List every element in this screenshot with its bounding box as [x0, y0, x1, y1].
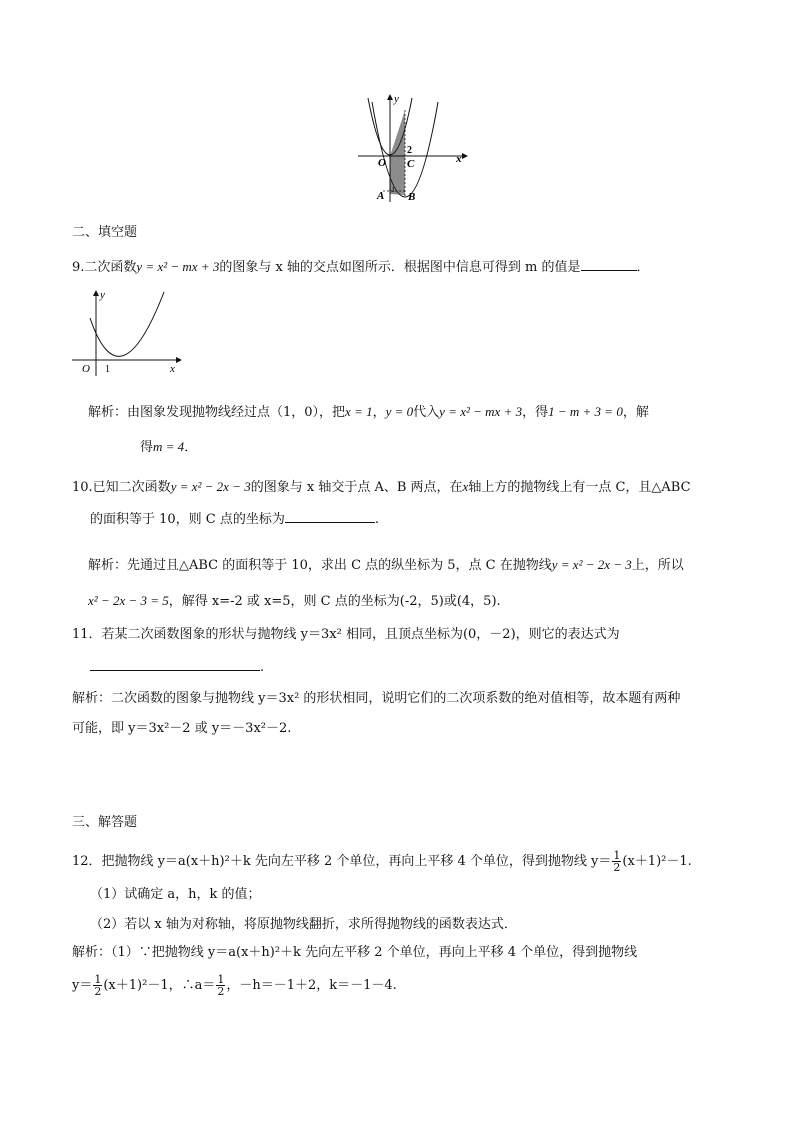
fig1-label-A: A — [377, 190, 385, 202]
q9-suffix: 的图象与 x 轴的交点如图所示．根据图中信息可得到 m 的值是 — [219, 260, 581, 275]
q12-sol-y: y＝ — [72, 978, 93, 993]
q12-fraction — [612, 850, 621, 873]
q12-text: 12．把抛物线 y＝a(x＋h)²＋k 先向左平移 2 个单位，再向上平移 4 个单位，得到抛物线 y＝ — [72, 854, 612, 869]
section-2-title: 二、填空题 — [72, 225, 138, 240]
question-11 — [72, 626, 620, 644]
q9-solution-line-2 — [140, 438, 197, 457]
q12-solution-line-2 — [72, 974, 397, 997]
q10-prefix: 10.已知二次函数 — [72, 480, 171, 495]
q9-x-arrow-icon — [176, 357, 182, 363]
q12-part-1: （1）试确定 a，h，k 的值； — [90, 887, 261, 902]
x-arrow-icon — [462, 153, 468, 159]
question-10-line-1 — [72, 478, 691, 497]
q9-sol-text-c: ， — [372, 405, 386, 420]
q9-formula: y = x² − mx + 3 — [136, 259, 220, 274]
q9-sol-y0: y = 0 — [385, 404, 414, 419]
q10-solution-line-2 — [88, 592, 501, 611]
q9-answer-blank[interactable] — [581, 258, 637, 271]
y-arrow-icon — [387, 94, 393, 100]
q9-sol-text-a: 解析：由图象发现抛物线经过点（1，0），把 — [88, 405, 346, 420]
q9-sol-x1: x = 1 — [345, 404, 373, 419]
q9-parabola — [90, 292, 164, 356]
q12-part-2: （2）若以 x 轴为对称轴，将原抛物线翻折，求所得抛物线的函数表达式． — [90, 917, 517, 932]
q9-y-label: y — [100, 289, 105, 301]
q12-sol-frac2-den: 2 — [217, 985, 225, 998]
q12-sol-frac2-num: 1 — [217, 973, 225, 986]
q9-sol-formula: y = x² − mx + 3 — [439, 404, 523, 419]
q12-sol-end: ，－h＝－1＋2，k＝－1－4. — [226, 978, 397, 993]
q9-x-label: x — [170, 363, 175, 375]
q10-sol-end: 上，所以 — [631, 558, 684, 573]
q10-solution-line-1 — [88, 556, 684, 575]
q9-sol-text-de: 得 — [140, 440, 154, 455]
q10-answer-blank[interactable] — [285, 510, 375, 523]
question-9 — [72, 258, 650, 277]
section-3-title: 三、解答题 — [72, 815, 138, 830]
q10-sol-formula: y = x² − 2x − 3 — [551, 557, 632, 572]
q10-sol-text: 解析：先通过且△ABC 的面积等于 10，求出 C 点的纵坐标为 5，点 C 在抛物线 — [88, 558, 552, 573]
q12-sol-frac1-den: 2 — [94, 985, 102, 998]
q11-text: 11．若某二次函数图象的形状与抛物线 y＝3x² 相同，且顶点坐标为(0，－2)，则它的表达式为 — [72, 627, 620, 642]
question-10-line-2 — [90, 510, 379, 529]
q9-sol-m4: m = 4 — [153, 439, 185, 454]
q9-origin-label: O — [82, 363, 90, 375]
q10-sol-equation: x² − 2x − 3 = 5 — [88, 593, 169, 608]
q12-text-end: (x＋1)²－1. — [622, 854, 692, 869]
fig1-label-2: 2 — [407, 145, 412, 156]
q10-x: x — [462, 479, 469, 494]
q10-end: . — [374, 512, 380, 527]
q11-solution-line-1: 解析：二次函数的图象与抛物线 y＝3x² 的形状相同，说明它们的二次项系数的绝对值相等，故本题有两种 — [72, 691, 681, 706]
q12-sol-frac-2 — [216, 974, 225, 997]
q9-sol-text-i: ，解 — [622, 405, 649, 420]
fig1-origin-label: O — [378, 157, 386, 169]
q9-sol-end: ． — [184, 440, 198, 455]
q10-mid2: 轴上方的抛物线上有一点 C，且△ABC — [468, 480, 691, 495]
q9-y-arrow-icon — [93, 290, 99, 296]
q9-sol-text-e: 代入 — [413, 405, 440, 420]
q11-answer-blank[interactable] — [90, 658, 260, 671]
question-11-answer-line — [90, 658, 264, 677]
fig1-y-label: y — [394, 93, 399, 105]
fig1-label-B: B — [408, 191, 416, 203]
q10-formula: y = x² − 2x − 3 — [170, 479, 251, 494]
q12-frac-num: 1 — [613, 849, 621, 862]
q10-line2: 的面积等于 10，则 C 点的坐标为 — [90, 512, 285, 527]
q12-solution-line-1: 解析：（1）∵把抛物线 y＝a(x＋h)²＋k 先向左平移 2 个单位，再向上平移 4 个单位，得到抛物线 — [72, 945, 638, 960]
q12-sol-mid: (x＋1)²－1，∴a＝ — [103, 978, 216, 993]
q9-sol-equation: 1 − m + 3 = 0 — [548, 404, 623, 419]
q12-frac-den: 2 — [613, 861, 621, 874]
q10-mid: 的图象与 x 轴交于点 A、B 两点，在 — [250, 480, 463, 495]
q10-sol-result: ，解得 x=-2 或 x=5，则 C 点的坐标为(-2，5)或(4，5). — [168, 594, 501, 609]
q12-sol-frac1-num: 1 — [94, 973, 102, 986]
q12-sol-frac-1 — [93, 974, 102, 997]
fig1-label-neg1: -1 — [389, 186, 395, 194]
q9-prefix: 9.二次函数 — [72, 260, 137, 275]
question-12 — [72, 850, 692, 873]
fig1-x-label: x — [456, 153, 462, 165]
q11-solution-line-2: 可能，即 y＝3x²－2 或 y＝－3x²－2. — [72, 721, 292, 736]
q9-end: ． — [636, 260, 650, 275]
fig1-label-C: C — [407, 158, 415, 170]
q11-end: . — [260, 660, 265, 675]
q9-sol-text-g: ，得 — [522, 405, 549, 420]
figure-parabolas-shaded — [350, 92, 470, 204]
q9-graph — [70, 288, 182, 378]
q9-solution-line-1 — [88, 403, 649, 422]
q9-tick-1: 1 — [105, 364, 110, 375]
